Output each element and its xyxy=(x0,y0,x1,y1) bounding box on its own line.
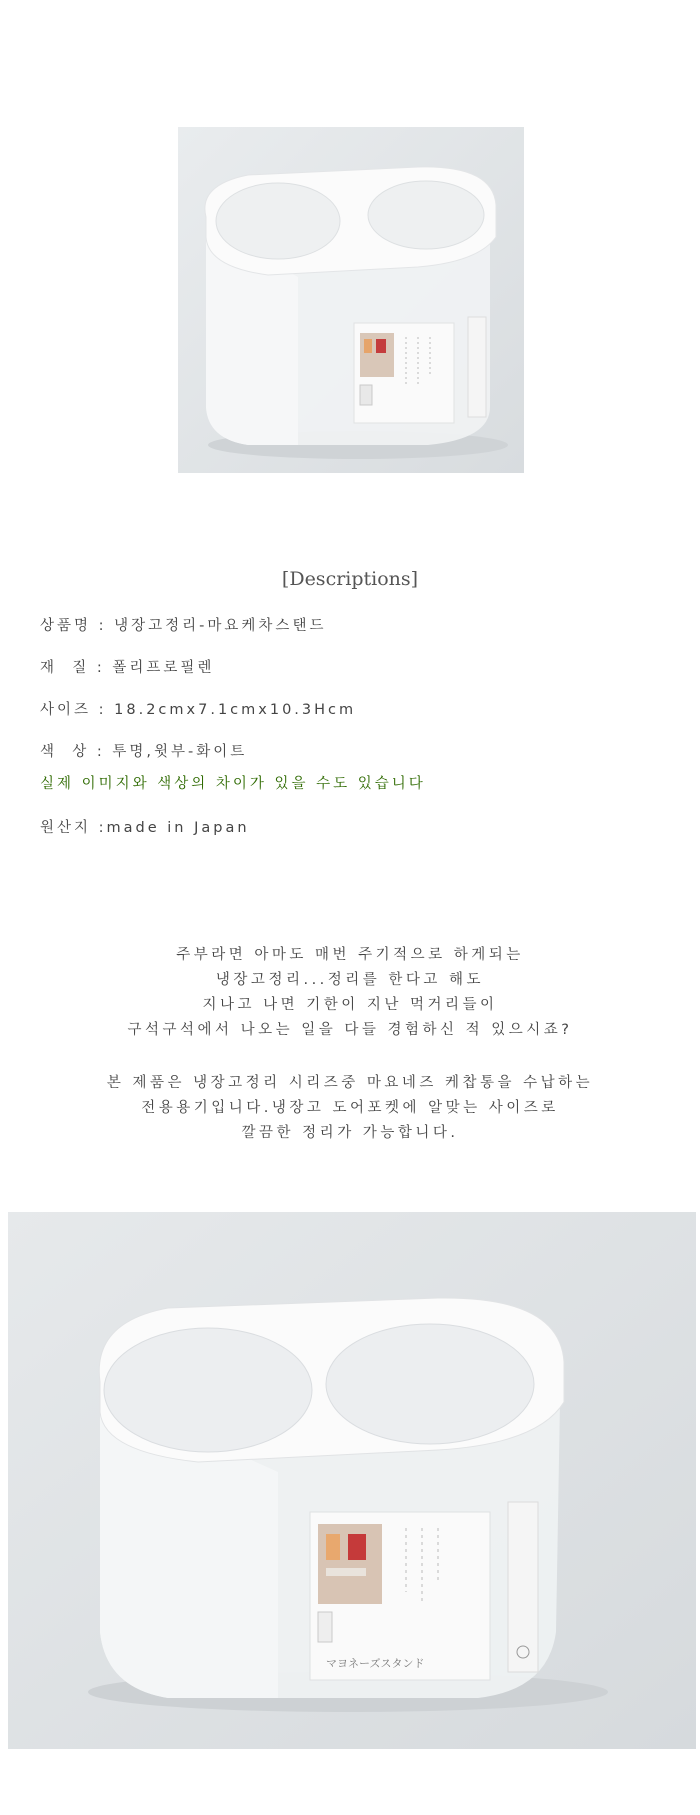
intro-paragraph-1 xyxy=(0,943,700,1043)
package-label-text: マヨネーズスタンド xyxy=(326,1657,425,1670)
intro-line: 냉장고정리...정리를 한다고 해도 xyxy=(215,972,485,988)
spec-value: 폴리프로필렌 xyxy=(112,660,215,676)
color-note: 실제 이미지와 색상의 차이가 있을 수도 있습니다 xyxy=(40,776,426,792)
spec-value: 투명,윗부-화이트 xyxy=(112,744,248,760)
spec-label: 재 질 xyxy=(40,660,90,676)
spec-origin: 원산지 :made in Japan xyxy=(40,820,250,836)
intro-line: 구석구석에서 나오는 일을 다들 경험하신 적 있으시죠? xyxy=(127,1022,573,1038)
intro-paragraph-2 xyxy=(0,1071,700,1146)
intro-line: 전용용기입니다.냉장고 도어포켓에 알맞는 사이즈로 xyxy=(141,1100,559,1116)
spec-label: 사이즈 xyxy=(40,702,92,718)
spec-label: 상품명 xyxy=(40,618,92,634)
intro-line: 지나고 나면 기한이 지난 먹거리들이 xyxy=(202,997,498,1013)
spec-value: 냉장고정리-마요케차스탠드 xyxy=(114,618,327,634)
container-illustration xyxy=(8,1212,696,1749)
spec-color: 색 상 : 투명,윗부-화이트 xyxy=(40,744,248,760)
product-photo-large xyxy=(8,1212,696,1749)
spec-value: made in Japan xyxy=(106,820,250,836)
spec-product-name: 상품명 : 냉장고정리-마요케차스탠드 xyxy=(40,618,327,634)
spec-size: 사이즈 : 18.2cmx7.1cmx10.3Hcm xyxy=(40,702,357,718)
intro-line: 깔끔한 정리가 가능합니다. xyxy=(241,1125,459,1141)
product-photo-small xyxy=(178,127,524,473)
spec-label: 색 상 xyxy=(40,744,90,760)
spec-value: 18.2cmx7.1cmx10.3Hcm xyxy=(114,702,357,718)
intro-line: 주부라면 아마도 매번 주기적으로 하게되는 xyxy=(176,947,524,963)
intro-line: 본 제품은 냉장고정리 시리즈중 마요네즈 케찹통을 수납하는 xyxy=(106,1075,594,1091)
descriptions-title: [Descriptions] xyxy=(281,568,419,590)
container-illustration xyxy=(178,127,524,473)
spec-material: 재 질 : 폴리프로필렌 xyxy=(40,660,215,676)
spec-label: 원산지 xyxy=(40,820,92,836)
